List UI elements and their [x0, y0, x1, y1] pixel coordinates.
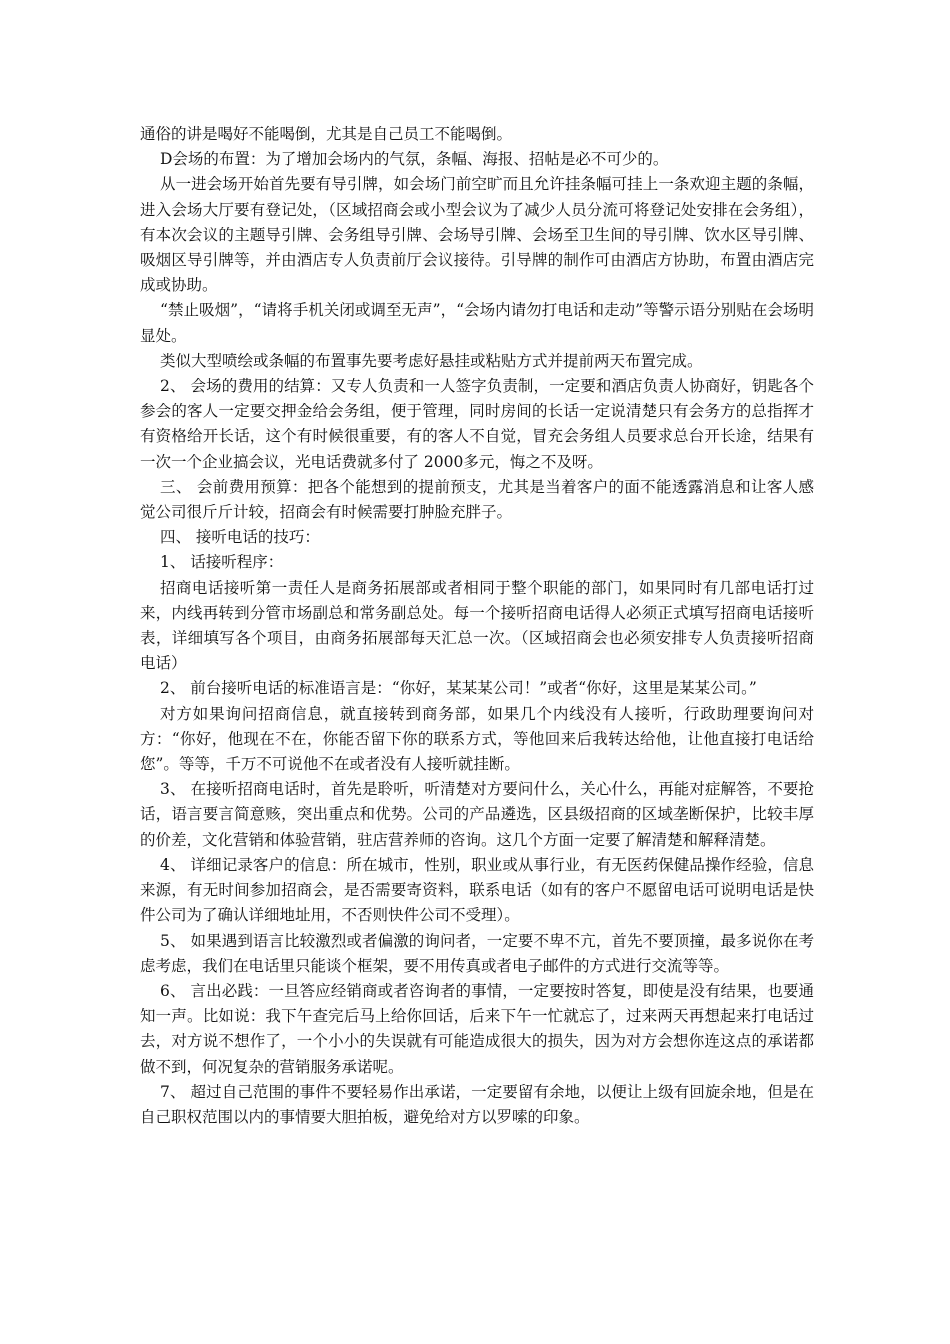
paragraph: 通俗的讲是喝好不能喝倒，尤其是自己员工不能喝倒。: [140, 125, 513, 143]
paragraph: 3、 在接听招商电话时，首先是聆听，听清楚对方要问什么，关心什么，再能对症解答，不要抢话，语言要言简意赅，突出重点和优势。公司的产品遴选，区县级招商的区域垄断保护，比较丰厚的价差，文化营销和体验营销，驻店营养师的咨询。这几个方面一定要了解清楚和解释清楚。: [140, 780, 814, 849]
paragraph: 6、 言出必践：一旦答应经销商或者咨询者的事情，一定要按时答复，即使是没有结果，也要通知一声。比如说：我下午查完后马上给你回话，后来下午一忙就忘了，过来两天再想起来打电话过去，对方说不想作了，一个小小的失误就有可能造成很大的损失，因为对方会想你连这点的承诺都做不到，何况复杂的营销服务承诺呢。: [140, 981, 814, 1076]
paragraph: 对方如果询问招商信息，就直接转到商务部，如果几个内线没有人接听，行政助理要询问对方：“你好，他现在不在，你能否留下你的联系方式，等他回来后我转达给他，让他直接打电话给您”。等等，千万不可说他不在或者没有人接听就挂断。: [140, 704, 814, 774]
document-page: [140, 122, 814, 1130]
paragraph: 类似大型喷绘或条幅的布置事先要考虑好悬挂或粘贴方式并提前两天布置完成。: [160, 351, 703, 370]
paragraph: 2、 前台接听电话的标准语言是：“你好，某某某公司！”或者“你好，这里是某某公司。”: [160, 679, 757, 698]
paragraph: 4、 详细记录客户的信息：所在城市，性别，职业或从事行业，有无医药保健品操作经验，信息来源，有无时间参加招商会，是否需要寄资料，联系电话（如有的客户不愿留电话可说明电话是快件公司为了确认详细地址用，不否则快件公司不受理）。: [140, 855, 814, 925]
paragraph: 从一进会场开始首先要有导引牌，如会场门前空旷而且允许挂条幅可挂上一条欢迎主题的条幅，进入会场大厅要有登记处，（区域招商会或小型会议为了减少人员分流可将登记处安排在会务组），有本次会议的主题导引牌、会务组导引牌、会场导引牌、会场至卫生间的导引牌、饮水区导引牌、吸烟区导引牌等，并由酒店专人负责前厅会议接待。引导牌的制作可由酒店方协助，布置由酒店完成或协助。: [140, 175, 814, 295]
paragraph: 1、 话接听程序：: [160, 553, 284, 572]
paragraph: 2、 会场的费用的结算：又专人负责和一人签字负责制，一定要和酒店负责人协商好，钥匙各个参会的客人一定要交押金给会务组，便于管理，同时房间的长话一定说清楚只有会务方的总指挥才有资格给开长话，这个有时候很重要，有的客人不自觉，冒充会务组人员要求总台开长途，结果有一次一个企业搞会议，光电话费就多付了 2000多元，悔之不及呀。: [140, 377, 814, 471]
paragraph: 5、 如果遇到语言比较激烈或者偏激的询问者，一定要不卑不亢，首先不要顶撞，最多说你在考虑考虑，我们在电话里只能谈个框架，要不用传真或者电子邮件的方式进行交流等等。: [140, 931, 814, 975]
paragraph: 三、 会前费用预算：把各个能想到的提前预支，尤其是当着客户的面不能透露消息和让客人感觉公司很斤斤计较，招商会有时候需要打肿脸充胖子。: [140, 477, 814, 522]
paragraph: 四、 接听电话的技巧：: [160, 528, 320, 547]
paragraph: “禁止吸烟”，“请将手机关闭或调至无声”，“会场内请勿打电话和走动”等警示语分别贴在会场明显处。: [140, 301, 814, 345]
paragraph: 招商电话接听第一责任人是商务拓展部或者相同于整个职能的部门，如果同时有几部电话打过来，内线再转到分管市场副总和常务副总处。每一个接听招商电话得人必须正式填写招商电话接听表，详细填写各个项目，由商务拓展部每天汇总一次。（区域招商会也必须安排专人负责接听招商电话）: [140, 578, 814, 673]
paragraph: 7、 超过自己范围的事件不要轻易作出承诺，一定要留有余地，以便让上级有回旋余地，但是在自己职权范围以内的事情要大胆拍板，避免给对方以罗嗦的印象。: [140, 1082, 814, 1126]
paragraph: D会场的布置：为了增加会场内的气氛，条幅、海报、招帖是必不可少的。: [160, 150, 669, 169]
